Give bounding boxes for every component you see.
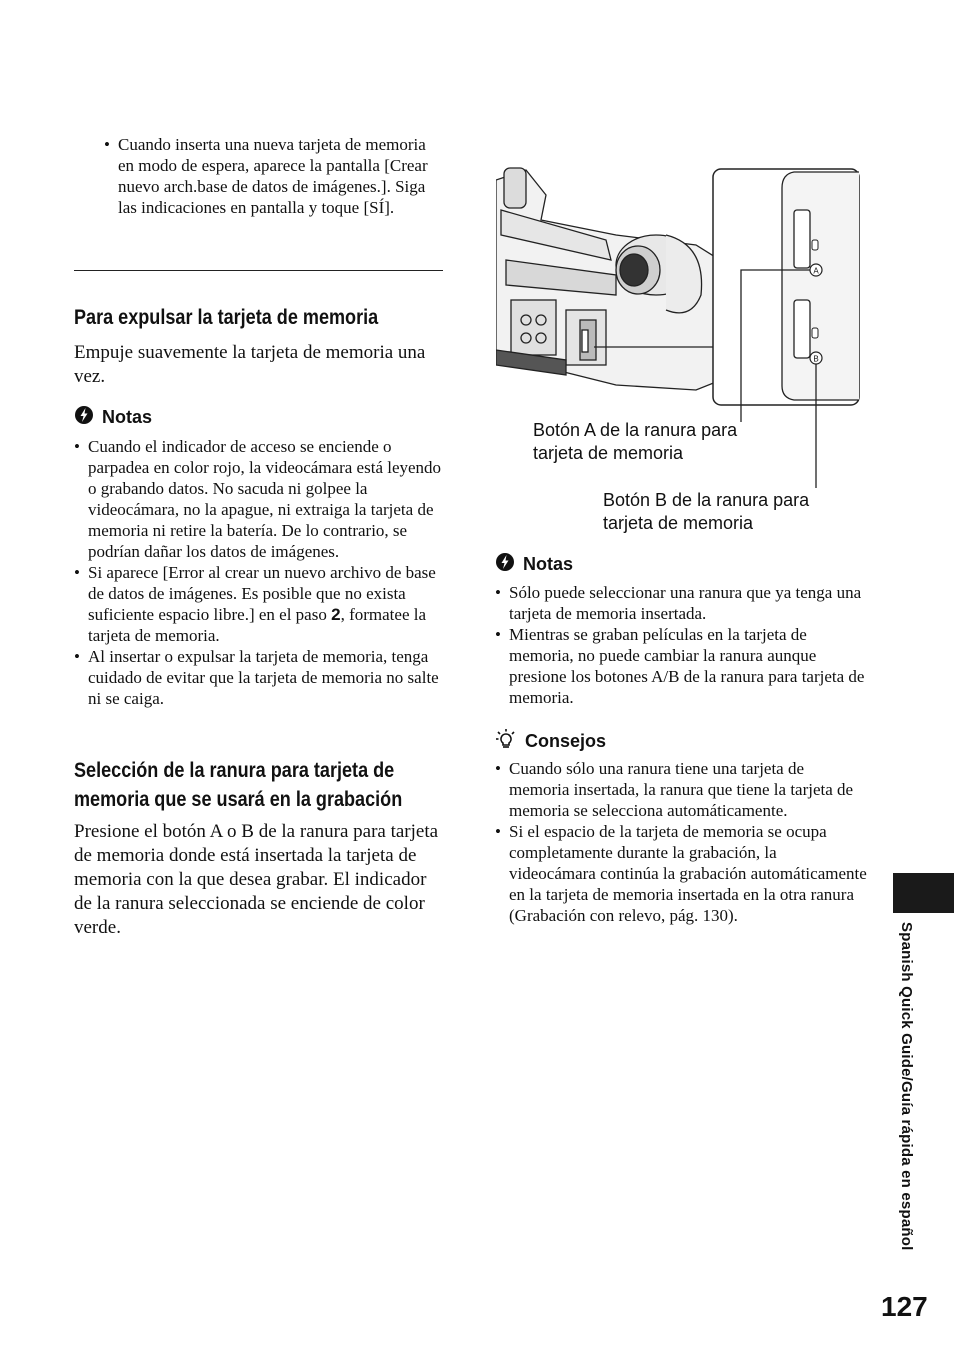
section-title-slot-line2: memoria que se usará en la grabación: [74, 788, 403, 811]
side-section-label: Spanish Quick Guide/Guía rápida en español: [898, 922, 915, 1251]
section-body-eject: Empuje suavemente la tarjeta de memoria una vez.: [74, 342, 426, 387]
caution-icon: [74, 405, 94, 430]
notes-header-right: [495, 552, 573, 577]
notes-header-left: [74, 405, 152, 430]
list-item: • Mientras se graban películas en la tarjeta de memoria, no puede cambiar la ranura aunque presione los botones A/B de la ranura para tarjeta de memoria.: [495, 624, 867, 708]
list-item: • Sólo puede seleccionar una ranura que ya tenga una tarjeta de memoria insertada.: [495, 582, 867, 624]
camcorder-illustration: [496, 168, 746, 390]
callout-text: Botón A de la ranura para: [533, 420, 738, 440]
notes-list-right: [495, 582, 867, 708]
callout-text: Botón B de la ranura para: [603, 490, 810, 510]
list-item: • Cuando inserta una nueva tarjeta de memoria en modo de espera, aparece la pantalla [Crear nuevo arch.base de datos de imágenes.]. Siga las indicaciones en pantalla y toque [SÍ].: [104, 134, 444, 218]
slot-b: [794, 300, 810, 358]
list-item: • Al insertar o expulsar la tarjeta de memoria, tenga cuidado de evitar que la tarjeta de memoria no salte ni se caiga.: [74, 646, 442, 709]
note-text: Si aparece [Error al crear un nuevo archivo de base de datos de imágenes. Es posible que no exista suficiente espacio libre.] en el paso: [88, 563, 436, 624]
callout-slot-b: [603, 489, 809, 535]
callout-text: tarjeta de memoria: [603, 513, 754, 533]
top-bullet-list: [104, 134, 444, 218]
caution-icon: [495, 552, 515, 577]
notes-title: Notas: [102, 407, 153, 427]
tips-header: [495, 728, 606, 755]
lightbulb-icon: [495, 728, 517, 755]
section-title-slot-line1: Selección de la ranura para tarjeta de: [74, 759, 395, 782]
tips-title: Consejos: [525, 731, 607, 751]
list-item: • Cuando sólo una ranura tiene una tarjeta de memoria insertada, la ranura que tiene la tarjeta de memoria se selecciona automáticamente.: [495, 758, 867, 821]
slot-b-letter: B: [813, 354, 819, 364]
section-divider: [74, 270, 443, 271]
section-tab-marker: [893, 873, 954, 913]
slot-a-letter: A: [813, 266, 819, 276]
notes-title: Notas: [523, 554, 574, 574]
notes-list-left: [74, 436, 442, 709]
note-text: , formatee la tarjeta de memoria.: [88, 605, 427, 645]
list-item: • Si el espacio de la tarjeta de memoria se ocupa completamente durante la grabación, la videocámara continúa la grabación automáticamente en la tarjeta de memoria insertada en la otra ranura (Grabación con relevo, pág. 130).: [495, 821, 867, 926]
callout-text: tarjeta de memoria: [533, 443, 684, 463]
list-item: [74, 562, 442, 646]
tips-list: [495, 758, 867, 926]
section-title-eject: Para expulsar la tarjeta de memoria: [74, 306, 379, 329]
list-item: • Cuando el indicador de acceso se enciende o parpadea en color rojo, la videocámara está leyendo o grabando datos. No sacuda ni golpee la videocámara, no la apague, ni extraiga la tarjeta de memoria ni retire la batería. De lo contrario, se podrían dañar los datos de imágenes.: [74, 436, 442, 562]
callout-slot-a: [533, 419, 737, 465]
slot-a: [794, 210, 810, 268]
section-body-slot: Presione el botón A o B de la ranura para tarjeta de memoria donde está insertada la tarjeta de memoria con la que desea grabar. El indicador de la ranura seleccionada se enciende de color verde.: [74, 821, 439, 938]
page-number: 127: [881, 1291, 928, 1322]
step-number: 2: [331, 605, 341, 624]
